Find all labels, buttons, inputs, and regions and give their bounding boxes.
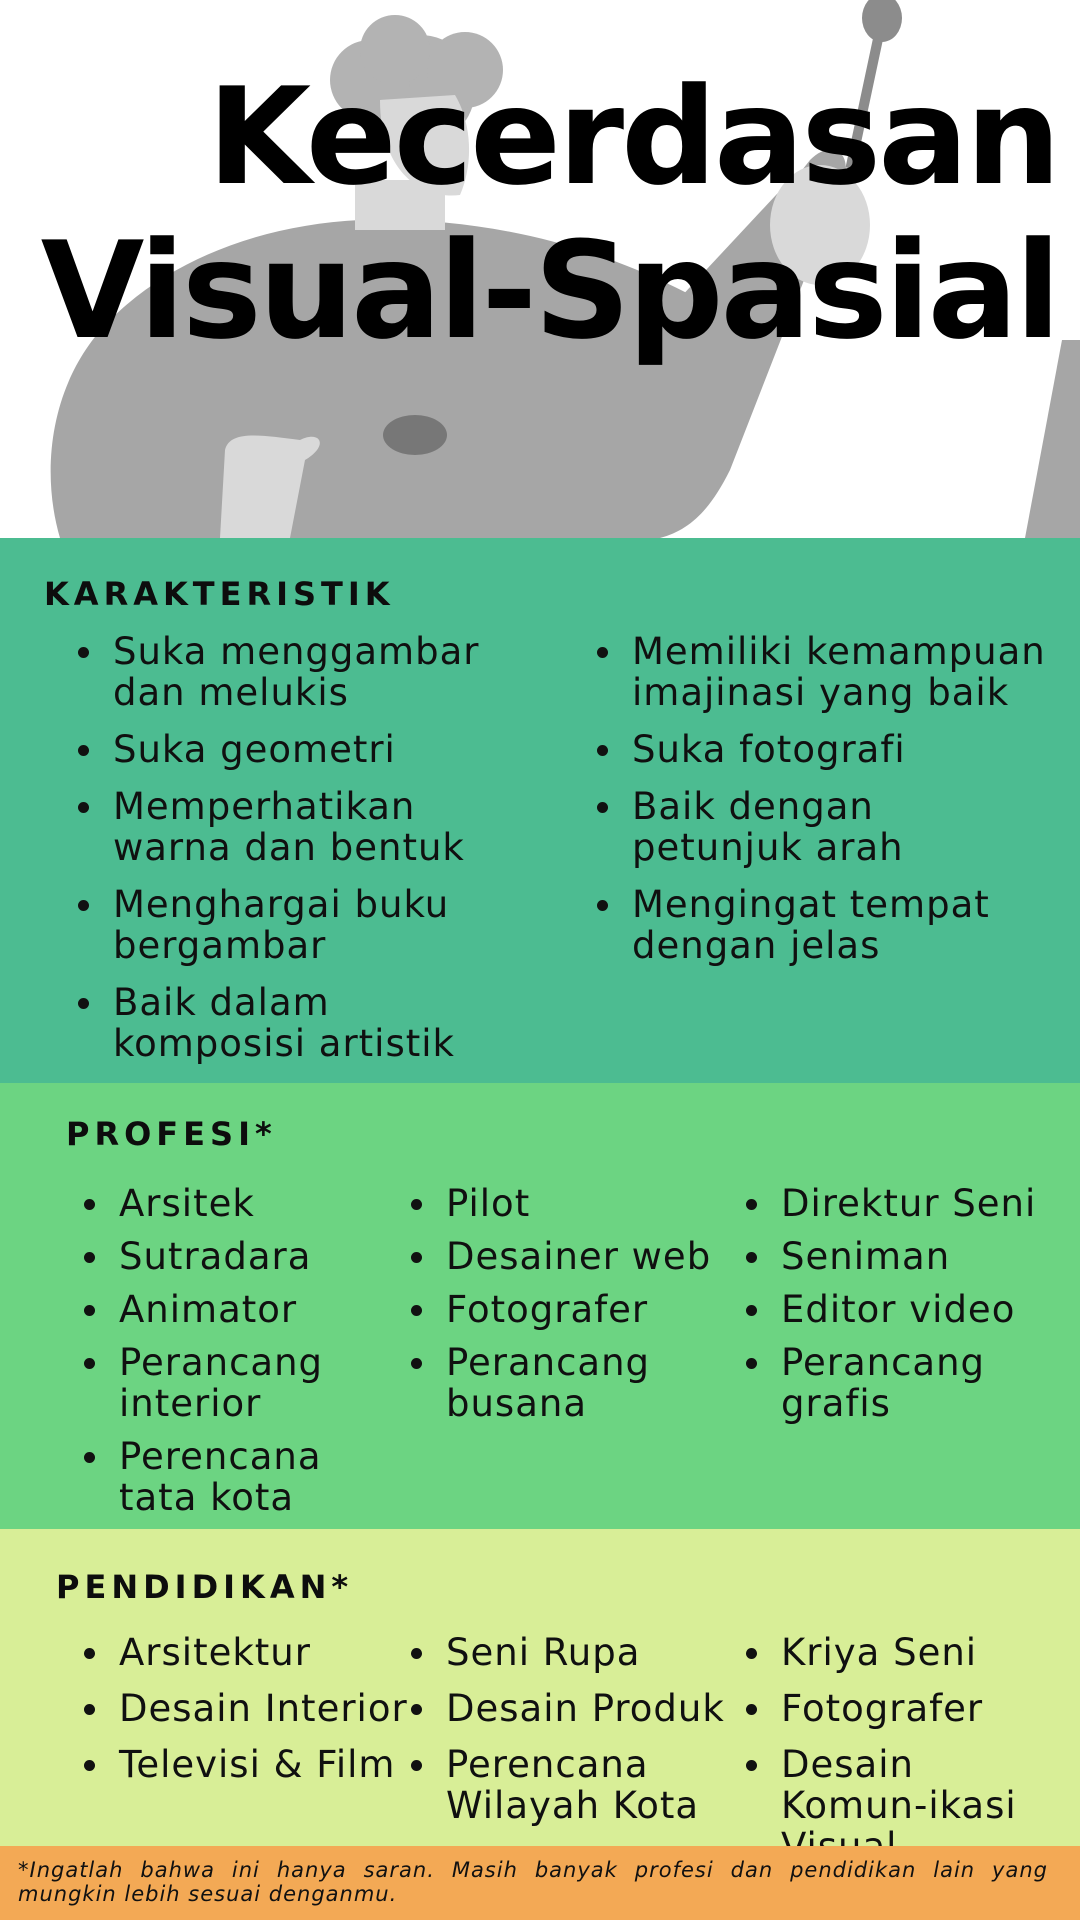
list-item: Menghargai buku bergambar: [72, 884, 492, 966]
list-item: Direktur Seni: [740, 1183, 1070, 1224]
list-item: Perancang grafis: [740, 1342, 1070, 1424]
footer-note-section: [0, 1846, 1080, 1920]
hero-header: [0, 0, 1080, 538]
list-item: Pilot: [405, 1183, 735, 1224]
karakteristik-list-right: [591, 631, 1051, 982]
list-item: Fotografer: [405, 1289, 735, 1330]
pendidikan-heading: PENDIDIKAN*: [56, 1568, 354, 1606]
page-title: [41, 60, 1058, 368]
list-item: Baik dalam komposisi artistik: [72, 982, 492, 1064]
list-item: Kriya Seni: [740, 1632, 1070, 1673]
list-item: Suka geometri: [72, 729, 492, 770]
list-item: Memperhatikan warna dan bentuk: [72, 786, 492, 868]
pendidikan-section: [0, 1529, 1080, 1846]
list-item: Perencana tata kota: [78, 1436, 408, 1518]
pendidikan-col-3: [740, 1632, 1070, 1882]
profesi-col-1: [78, 1183, 408, 1530]
pendidikan-col-1: [78, 1632, 408, 1800]
list-item: Seniman: [740, 1236, 1070, 1277]
list-item: Perencana Wilayah Kota: [405, 1744, 735, 1826]
list-item: Suka fotografi: [591, 729, 1051, 770]
profesi-col-3: [740, 1183, 1070, 1436]
profesi-section: [0, 1083, 1080, 1529]
pendidikan-col-2: [405, 1632, 735, 1841]
list-item: Sutradara: [78, 1236, 408, 1277]
list-item: Desainer web: [405, 1236, 735, 1277]
list-item: Perancang interior: [78, 1342, 408, 1424]
profesi-col-2: [405, 1183, 735, 1436]
list-item: Desain Komun-ikasi: [740, 1744, 1070, 1867]
list-item: Desain Produk: [405, 1688, 735, 1729]
karakteristik-section: [0, 538, 1080, 1083]
list-item: Animator: [78, 1289, 408, 1330]
list-item: Suka menggambar dan melukis: [72, 631, 492, 713]
list-item: Editor video: [740, 1289, 1070, 1330]
list-item: Desain Interior: [78, 1688, 408, 1729]
disclaimer-text: *Ingatlah bahwa ini hanya saran. Masih banyak profesi dan pendidikan lain yang mungkin lebih sesuai denganmu.: [18, 1858, 1048, 1906]
karakteristik-list-left: [72, 631, 492, 1080]
list-item: Arsitek: [78, 1183, 408, 1224]
list-item: Baik dengan petunjuk arah: [591, 786, 1051, 868]
title-line-1: Kecerdasan: [207, 59, 1058, 215]
list-item: Mengingat tempat dengan jelas: [591, 884, 1051, 966]
title-line-2: Visual-Spasial: [40, 213, 1058, 369]
list-item: Arsitektur: [78, 1632, 408, 1673]
list-item: Televisi & Film: [78, 1744, 408, 1785]
list-item: Fotografer: [740, 1688, 1070, 1729]
list-item: Perancang busana: [405, 1342, 735, 1424]
profesi-heading: PROFESI*: [66, 1115, 277, 1153]
karakteristik-heading: KARAKTERISTIK: [44, 575, 395, 613]
list-item: Seni Rupa: [405, 1632, 735, 1673]
list-item: Memiliki kemampuan imajinasi yang baik: [591, 631, 1051, 713]
